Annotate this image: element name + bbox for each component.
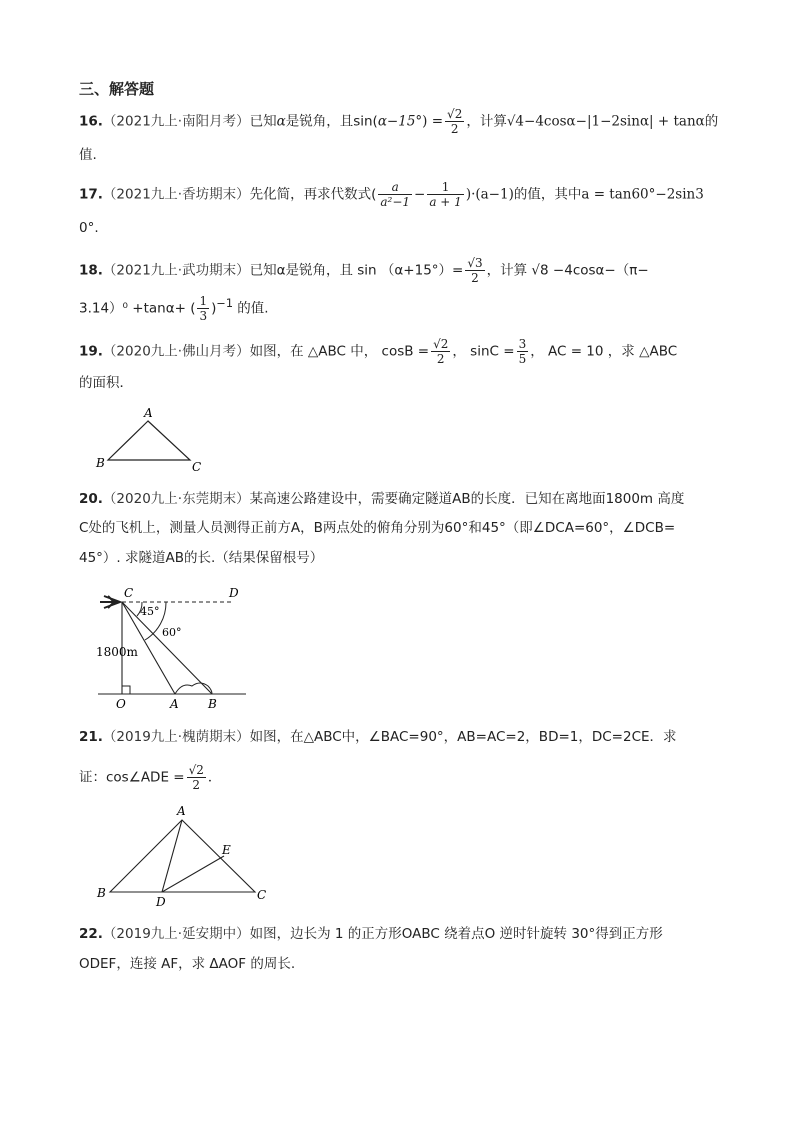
q19-label-a: A <box>144 406 153 420</box>
section-title: 三、解答题 <box>79 80 155 98</box>
q18-fraction2: $\frac{1}{3}$ <box>199 294 208 323</box>
q16-eq: ) = <box>422 113 444 130</box>
q18-line2: 3.14）⁰ +tanα+ ( $\frac{1}{3}$ )$^{-1}$ 的值. <box>79 294 269 323</box>
q16-expr2: √4−4cosα−|1−2sinα| + tanα <box>506 113 705 130</box>
q17-number: 17. <box>79 186 103 203</box>
q17-line2: 0°. <box>79 220 99 236</box>
q20-line2: C处的飞机上，测量人员测得正前方A，B两点处的俯角分别为60°和45°（即∠DCA=60°，∠DCB= <box>79 520 676 536</box>
q20-source: （2020九上·东莞期末） <box>102 491 250 507</box>
q20-angle-45: 45° <box>140 605 160 618</box>
q21-figure <box>90 800 275 910</box>
q16-expr: α−15° <box>377 113 423 130</box>
q20-label-a: A <box>170 697 179 711</box>
q18-line1 <box>79 256 649 285</box>
q17-text: )·(a−1)的值，其中 <box>465 186 582 203</box>
q17-minus: − <box>414 186 426 203</box>
q22-line1 <box>79 924 663 944</box>
q17-fraction2: $\frac{1}{a + 1}$ <box>429 180 462 209</box>
q19-label-b: B <box>96 456 105 470</box>
q20-label-b: B <box>208 697 217 711</box>
q19-fraction1: $\frac{√2}{2}$ <box>433 337 449 366</box>
q21-label-c: C <box>257 888 267 902</box>
q19-line2: 的面积． <box>79 375 133 391</box>
q16-alpha: α <box>276 113 286 130</box>
q21-line1 <box>79 727 677 747</box>
q21-label-a: A <box>177 804 186 818</box>
q21-line2 <box>79 763 221 792</box>
q17-line1 <box>79 180 704 209</box>
q20-height-label: 1800m <box>96 645 138 659</box>
q21-label-d: D <box>156 895 166 909</box>
q19-fraction2: $\frac{3}{5}$ <box>518 337 527 366</box>
q18-text: ，计算 √8 −4cosα−（π− <box>486 262 649 279</box>
q20-line1 <box>79 489 684 509</box>
q21-text: ． <box>207 769 222 786</box>
q20-line3: 45°）. 求隧道AB的长.（结果保留根号） <box>79 550 324 566</box>
q18-fraction: $\frac{√3}{2}$ <box>467 256 483 285</box>
q17-text: 先化简，再求代数式( <box>249 186 377 203</box>
q19-label-c: C <box>192 460 202 474</box>
q19-text: ， AC = 10 ，求 △ABC <box>530 343 678 360</box>
q18-text: 已知α是锐角，且 sin （α+15°）= <box>249 262 464 279</box>
q18-number: 18. <box>79 262 103 279</box>
q20-text: 某高速公路建设中，需要确定隧道AB的长度．已知在离地面1800m 高度 <box>249 491 685 507</box>
q19-figure <box>90 403 220 475</box>
q21-label-e: E <box>222 843 231 857</box>
q21-label-b: B <box>97 886 106 900</box>
q22-number: 22. <box>79 926 103 942</box>
q20-figure <box>90 582 250 712</box>
q19-number: 19. <box>79 343 103 360</box>
q22-text: 如图，边长为 1 的正方形OABC 绕着点O 逆时针旋转 30°得到正方形 <box>249 926 663 942</box>
q16-line1 <box>79 107 718 136</box>
q17-fraction1: $\frac{a}{\text{a²−1}}$ <box>380 180 411 209</box>
q20-label-o: O <box>116 697 126 711</box>
q16-source: （2021九上·南阳月考） <box>102 113 250 130</box>
q17-source: （2021九上·香坊期末） <box>102 186 250 203</box>
q19-text: ， sinC = <box>452 343 515 360</box>
q20-number: 20. <box>79 491 103 507</box>
q21-number: 21. <box>79 729 103 745</box>
q16-text: 的 <box>704 113 719 130</box>
q17-text: a = tan60°−2sin3 <box>581 186 704 203</box>
q20-label-c: C <box>124 586 134 600</box>
q19-source: （2020九上·佛山月考） <box>102 343 250 360</box>
q16-fraction: $\frac{√2}{2}$ <box>447 107 463 136</box>
q21-source: （2019九上·槐荫期末） <box>102 729 250 745</box>
q16-text: ，计算 <box>466 113 507 130</box>
q18-text: 3.14）⁰ +tanα+ <box>79 300 186 317</box>
q16-number: 16. <box>79 113 103 130</box>
q21-text: 如图，在△ABC中，∠BAC=90°，AB=AC=2，BD=1，DC=2CE．求 <box>249 729 677 745</box>
q16-text: 已知 <box>249 113 277 130</box>
q19-text: 如图，在 △ABC 中， cosB = <box>249 343 430 360</box>
q19-line1 <box>79 337 677 366</box>
q22-line2: ODEF，连接 AF，求 ΔAOF 的周长. <box>79 956 296 972</box>
q16-text: 是锐角，且sin( <box>285 113 378 130</box>
q20-label-d: D <box>229 586 239 600</box>
q16-line2: 值. <box>79 147 97 163</box>
q21-fraction: $\frac{√2}{2}$ <box>188 763 204 792</box>
q22-source: （2019九上·延安期中） <box>102 926 250 942</box>
q18-source: （2021九上·武功期末） <box>102 262 250 279</box>
q21-text: 证：cos∠ADE = <box>79 769 185 786</box>
q20-angle-60: 60° <box>162 626 182 639</box>
q18-text: 的值. <box>237 300 269 317</box>
